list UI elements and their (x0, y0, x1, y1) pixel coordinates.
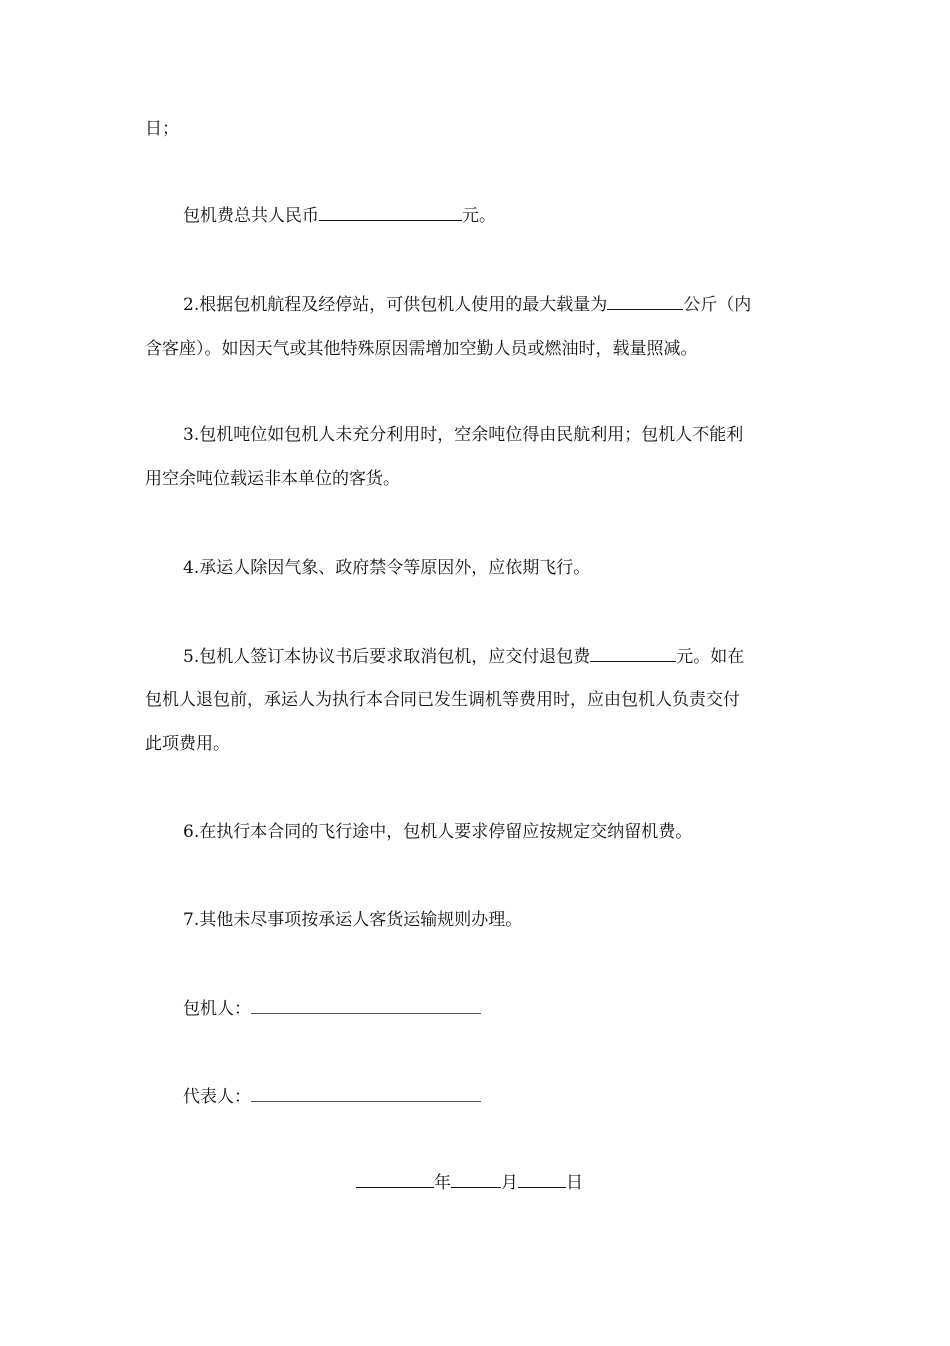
representative-signature-blank (251, 1082, 481, 1102)
fee-amount-blank (319, 201, 462, 221)
charter-fee-line: 包机费总共人民币 元。 (145, 201, 807, 230)
clause-2-line-2: 含客座）。如因天气或其他特殊原因需增加空勤人员或燃油时，载量照减。 (145, 339, 698, 359)
year-blank (356, 1168, 434, 1188)
charterer-signature: 包机人： (145, 994, 807, 1023)
clause-4: 4.承运人除因气象、政府禁令等原因外，应依期飞行。 (183, 558, 591, 578)
charterer-signature-blank (251, 994, 481, 1014)
clause-5-line-3: 此项费用。 (145, 734, 230, 754)
clause-5-line-2: 包机人退包前，承运人为执行本合同已发生调机等费用时，应由包机人负责交付 (145, 690, 740, 710)
clause-5-line-1: 5.包机人签订本协议书后要求取消包机，应交付退包费 元。如在 (145, 642, 807, 671)
clause-3-line-1: 3.包机吨位如包机人未充分利用时，空余吨位得由民航利用；包机人不能利 (183, 425, 744, 445)
signing-date: 年 月 日 (356, 1168, 583, 1197)
clause-6: 6.在执行本合同的飞行途中，包机人要求停留应按规定交纳留机费。 (183, 822, 693, 842)
clause-2-line-1: 2.根据包机航程及经停站，可供包机人使用的最大载量为 公斤（内 (145, 290, 807, 319)
month-blank (451, 1168, 501, 1188)
cancellation-fee-blank (590, 642, 676, 662)
representative-signature: 代表人： (145, 1082, 807, 1111)
clause-7: 7.其他未尽事项按承运人客货运输规则办理。 (183, 910, 523, 930)
text-line-day: 日； (145, 119, 179, 139)
clause-3-line-2: 用空余吨位载运非本单位的客货。 (145, 469, 400, 489)
day-blank (518, 1168, 566, 1188)
max-load-blank (607, 290, 683, 310)
